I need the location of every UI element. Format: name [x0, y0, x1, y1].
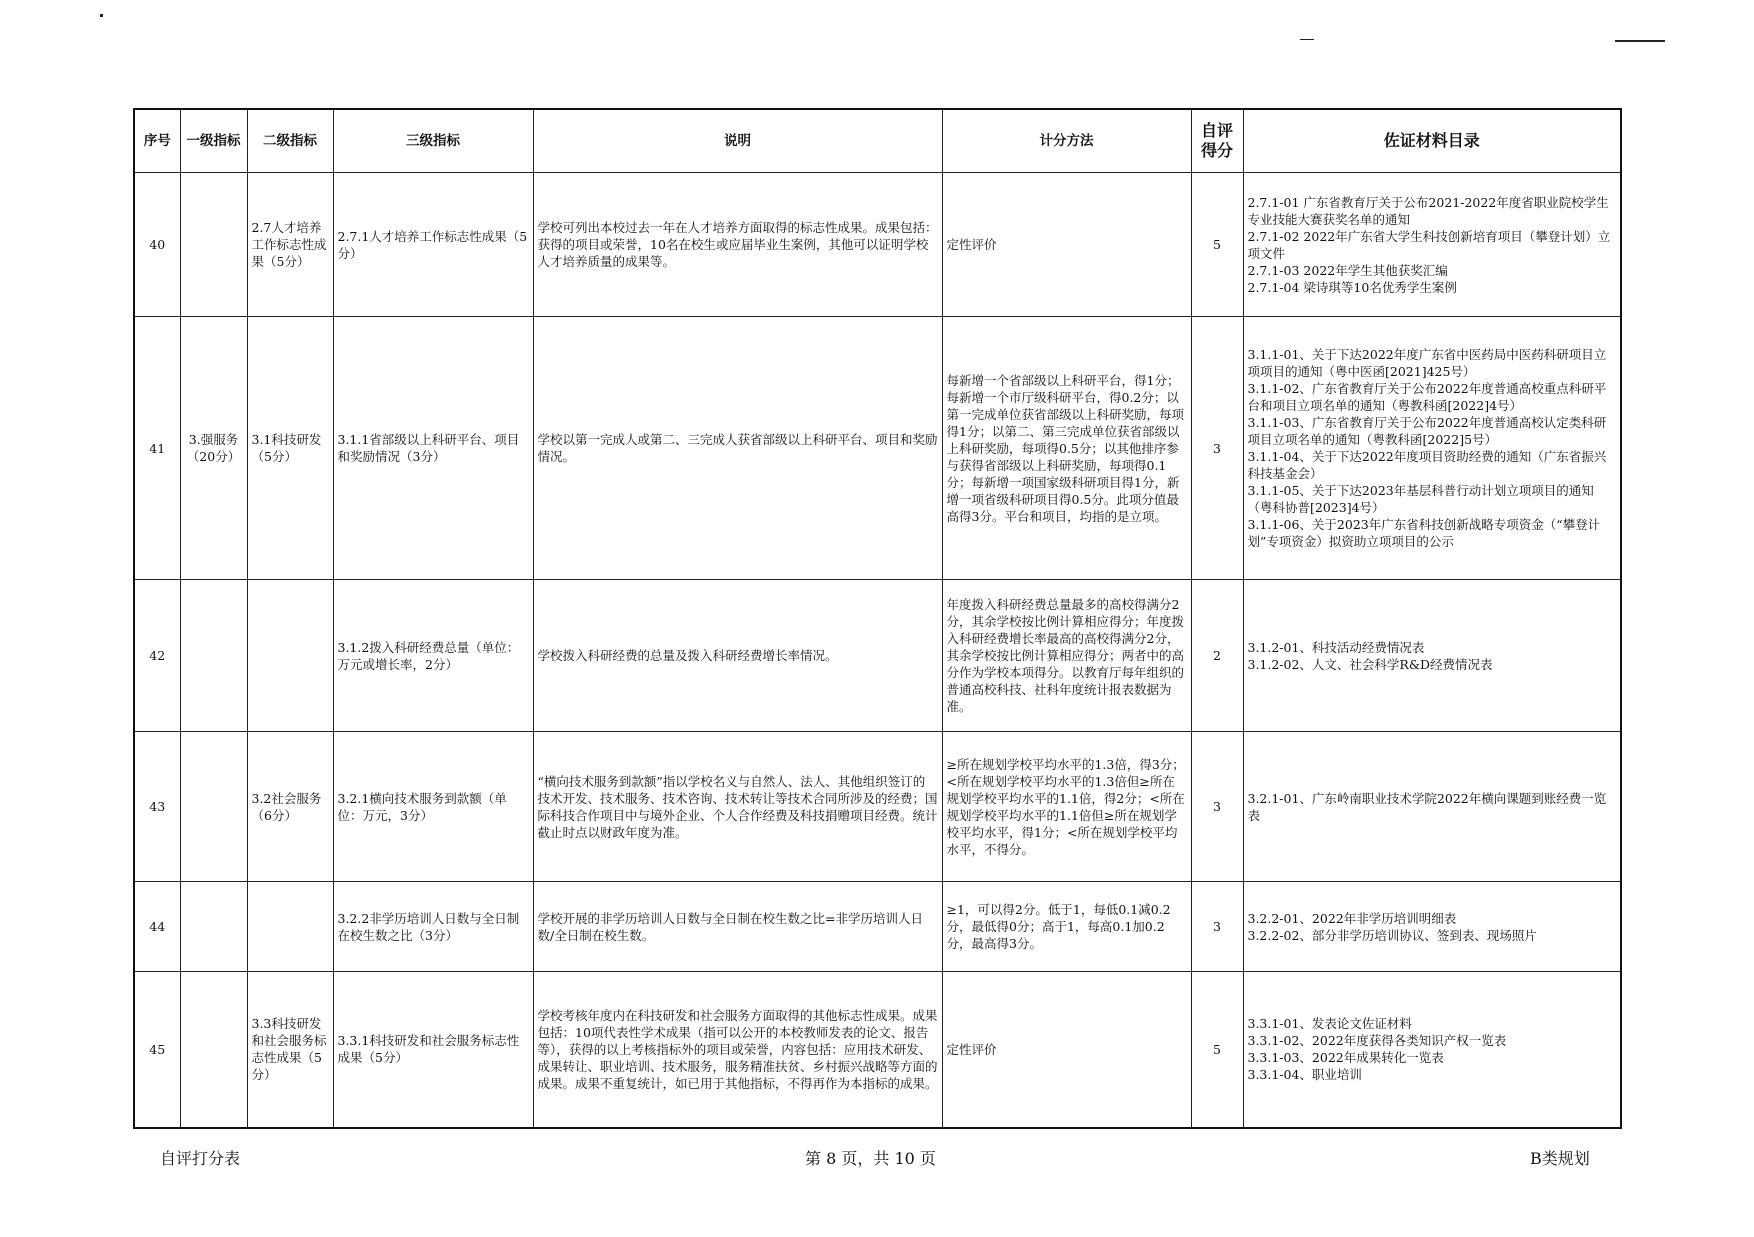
evidence-item: 3.1.1-01、关于下达2022年度广东省中医药局中医药科研项目立项项目的通知（粤中医函[2021]425号）: [1247, 347, 1607, 379]
cell-desc: 学校考核年度内在科技研发和社会服务方面取得的其他标志性成果。成果包括：10项代表性学术成果（指可以公开的本校教师发表的论文、报告等），获得的以上考核指标外的项目或荣誉，内容包括：应用技术研发、成果转让、职业培训、技术服务，服务精准扶贫、乡村振兴战略等方面的成果。成果不重复统计，如已用于其他指标，不得再作为本指标的成果。: [533, 972, 942, 1128]
cell-evidence: [1243, 972, 1621, 1128]
header-evidence: 佐证材料目录: [1243, 109, 1621, 173]
cell-level3: 3.3.1科技研发和社会服务标志性成果（5分）: [333, 972, 533, 1128]
cell-method: 定性评价: [942, 972, 1191, 1128]
score-table: [133, 108, 1622, 1129]
evidence-item: 3.1.1-02、广东省教育厅关于公布2022年度普通高校重点科研平台和项目立项名单的通知（粤教科函[2022]4号）: [1247, 381, 1607, 413]
header-level1: 一级指标: [180, 109, 247, 173]
scan-mark: [1615, 40, 1665, 42]
cell-level3: 3.2.1横向技术服务到款额（单位：万元，3分）: [333, 732, 533, 882]
header-method: 计分方法: [942, 109, 1191, 173]
header-desc: 说明: [533, 109, 942, 173]
evidence-item: 2.7.1-03 2022年学生其他获奖汇编: [1247, 262, 1448, 278]
cell-method: 定性评价: [942, 173, 1191, 317]
cell-desc: 学校拨入科研经费的总量及拨入科研经费增长率情况。: [533, 580, 942, 732]
evidence-item: 3.1.1-04、关于下达2022年度项目资助经费的通知（广东省振兴科技基金会）: [1247, 449, 1607, 481]
header-row: [134, 109, 1621, 173]
evidence-item: 3.2.2-01、2022年非学历培训明细表: [1247, 910, 1457, 926]
cell-score: 2: [1191, 580, 1243, 732]
cell-level2: [247, 580, 333, 732]
cell-evidence: [1243, 732, 1621, 882]
cell-level3: 3.1.1省部级以上科研平台、项目和奖励情况（3分）: [333, 317, 533, 580]
cell-level1: 3.强服务（20分）: [180, 317, 247, 580]
cell-level3: 3.1.2拨入科研经费总量（单位：万元或增长率，2分）: [333, 580, 533, 732]
cell-desc: 学校可列出本校过去一年在人才培养方面取得的标志性成果。成果包括：获得的项目或荣誉，10名在校生或应届毕业生案例，其他可以证明学校人才培养质量的成果等。: [533, 173, 942, 317]
cell-score: 5: [1191, 173, 1243, 317]
cell-no: 43: [134, 732, 180, 882]
cell-level1: [180, 972, 247, 1128]
evidence-item: 3.3.1-01、发表论文佐证材料: [1247, 1016, 1412, 1032]
evidence-item: 2.7.1-04 梁诗琪等10名优秀学生案例: [1247, 279, 1457, 295]
evidence-item: 3.1.1-05、关于下达2023年基层科普行动计划立项项目的通知（粤科协普[2023]4号）: [1247, 483, 1594, 515]
evidence-item: 3.2.1-01、广东岭南职业技术学院2022年横向课题到账经费一览表: [1247, 790, 1607, 823]
evidence-item: 3.3.1-02、2022年度获得各类知识产权一览表: [1247, 1033, 1507, 1049]
evidence-item: 2.7.1-01 广东省教育厅关于公布2021-2022年度省职业院校学生专业技能大赛获奖名单的通知: [1247, 194, 1609, 227]
cell-desc: “横向技术服务到款额”指以学校名义与自然人、法人、其他组织签订的技术开发、技术服务、技术咨询、技术转让等技术合同所涉及的经费；国际科技合作项目中与境外企业、个人合作经费及科技捐赠项目经费。统计截止时点以财政年度为准。: [533, 732, 942, 882]
cell-level1: [180, 882, 247, 972]
cell-level2: 3.3科技研发和社会服务标志性成果（5分）: [247, 972, 333, 1128]
header-no: 序号: [134, 109, 180, 173]
cell-level1: [180, 173, 247, 317]
cell-no: 45: [134, 972, 180, 1128]
table-row: [134, 972, 1621, 1128]
cell-score: 3: [1191, 732, 1243, 882]
evidence-item: 3.3.1-03、2022年成果转化一览表: [1247, 1050, 1444, 1066]
table-row: [134, 317, 1621, 580]
cell-level3: 2.7.1人才培养工作标志性成果（5分）: [333, 173, 533, 317]
cell-evidence: [1243, 580, 1621, 732]
table-row: [134, 732, 1621, 882]
evidence-item: 3.2.2-02、部分非学历培训协议、签到表、现场照片: [1247, 927, 1537, 943]
cell-evidence: [1243, 317, 1621, 580]
cell-no: 41: [134, 317, 180, 580]
cell-method: ≥所在规划学校平均水平的1.3倍，得3分；<所在规划学校平均水平的1.3倍但≥所在规划学校平均水平的1.1倍，得2分；<所在规划学校平均水平的1.1倍但≥所在规划学校平均水平，得1分；<所在规划学校平均水平，不得分。: [942, 732, 1191, 882]
cell-method: ≥1，可以得2分。低于1，每低0.1减0.2分，最低得0分；高于1，每高0.1加0.2分，最高得3分。: [942, 882, 1191, 972]
cell-method: 年度拨入科研经费总量最多的高校得满分2分，其余学校按比例计算相应得分；年度拨入科研经费增长率最高的高校得满分2分，其余学校按比例计算相应得分；两者中的高分作为学校本项得分。以教育厅每年组织的普通高校科技、社科年度统计报表数据为准。: [942, 580, 1191, 732]
cell-level2: 3.1科技研发（5分）: [247, 317, 333, 580]
evidence-item: 3.3.1-04、职业培训: [1247, 1067, 1362, 1083]
cell-score: 3: [1191, 317, 1243, 580]
footer-right: B类规划: [1530, 1149, 1590, 1168]
evidence-item: 3.1.2-02、人文、社会科学R&D经费情况表: [1247, 656, 1493, 672]
header-level3: 三级指标: [333, 109, 533, 173]
cell-desc: 学校开展的非学历培训人日数与全日制在校生数之比=非学历培训人日数/全日制在校生数。: [533, 882, 942, 972]
table-row: [134, 173, 1621, 317]
footer-page-number: 第 8 页，共 10 页: [805, 1149, 936, 1168]
cell-level1: [180, 732, 247, 882]
scan-mark: [1300, 39, 1314, 40]
evidence-item: 3.1.1-06、关于2023年广东省科技创新战略专项资金（“攀登计划”专项资金）拟资助立项项目的公示: [1247, 517, 1601, 549]
cell-level2: 2.7人才培养工作标志性成果（5分）: [247, 173, 333, 317]
table-row: [134, 882, 1621, 972]
table-row: [134, 580, 1621, 732]
scan-mark: [100, 14, 103, 17]
cell-evidence: [1243, 173, 1621, 317]
cell-level2: [247, 882, 333, 972]
cell-desc: 学校以第一完成人或第二、三完成人获省部级以上科研平台、项目和奖励情况。: [533, 317, 942, 580]
cell-level1: [180, 580, 247, 732]
cell-no: 40: [134, 173, 180, 317]
header-score: 自评得分: [1191, 109, 1243, 173]
cell-evidence: [1243, 882, 1621, 972]
evidence-item: 3.1.1-03、广东省教育厅关于公布2022年度普通高校认定类科研项目立项名单的通知（粤教科函[2022]5号）: [1247, 415, 1607, 447]
cell-no: 42: [134, 580, 180, 732]
cell-level2: 3.2社会服务（6分）: [247, 732, 333, 882]
footer-left: 自评打分表: [160, 1149, 241, 1168]
cell-score: 3: [1191, 882, 1243, 972]
cell-no: 44: [134, 882, 180, 972]
evidence-item: 2.7.1-02 2022年广东省大学生科技创新培育项目（攀登计划）立项文件: [1247, 228, 1611, 261]
evidence-item: 3.1.2-01、科技活动经费情况表: [1247, 639, 1425, 655]
cell-score: 5: [1191, 972, 1243, 1128]
cell-level3: 3.2.2非学历培训人日数与全日制在校生数之比（3分）: [333, 882, 533, 972]
header-level2: 二级指标: [247, 109, 333, 173]
cell-method: 每新增一个省部级以上科研平台，得1分；每新增一个市厅级科研平台，得0.2分；以第一完成单位获省部级以上科研奖励，每项得1分；以第二、第三完成单位获省部级以上科研奖励，每项得0.5分；以其他排序参与获得省部级以上科研奖励，每项得0.1分；每新增一项国家级科研项目得1分，新增一项省级科研项目得0.5分。此项分值最高得3分。平台和项目，均指的是立项。: [942, 317, 1191, 580]
